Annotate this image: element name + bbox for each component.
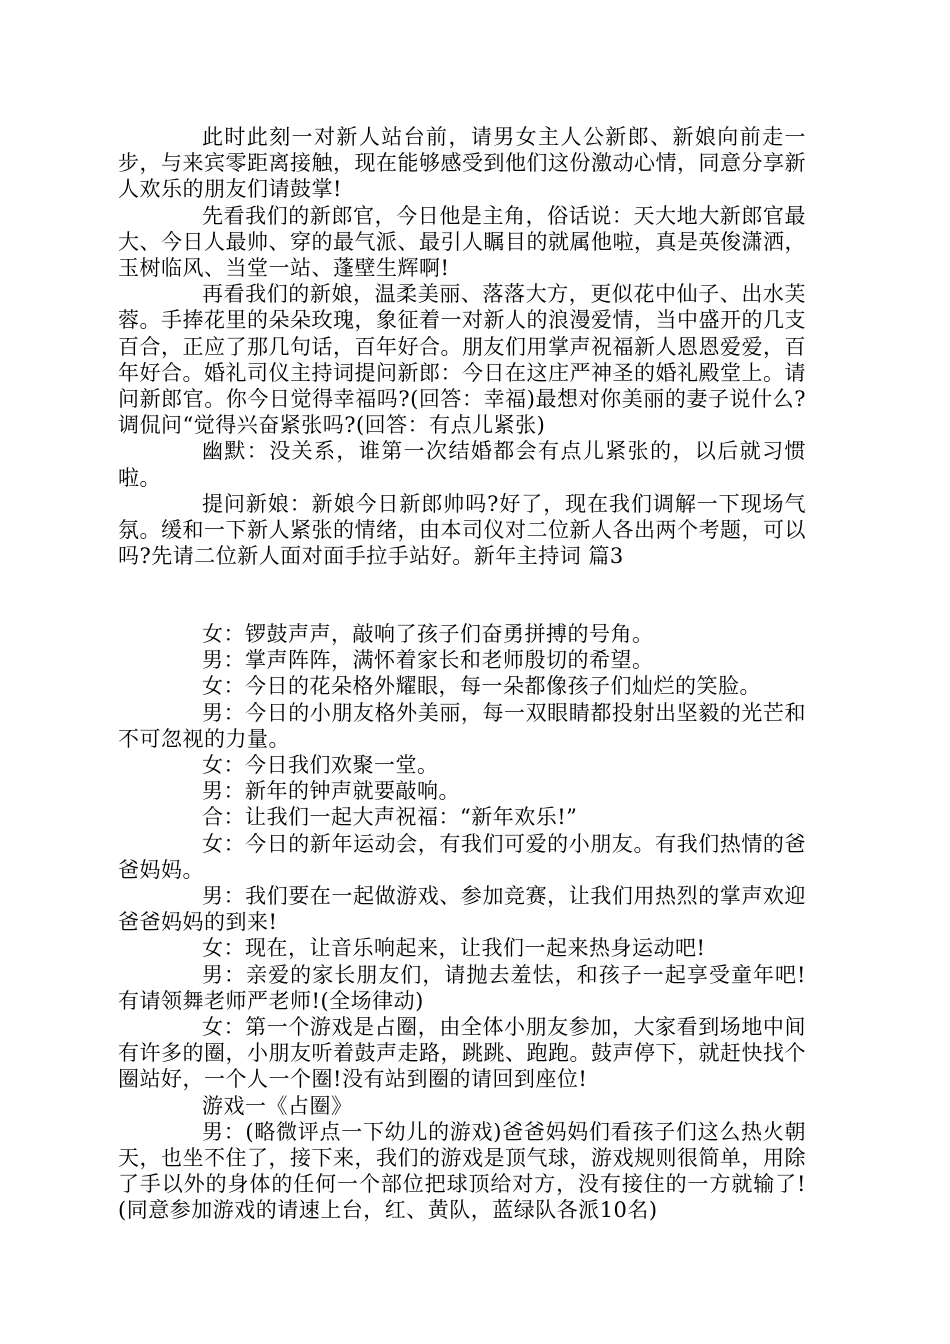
dialogue-line: 女：锣鼓声声，敲响了孩子们奋勇拼搏的号角。 — [202, 622, 654, 646]
dialogue-line: 女：今日的花朵格外耀眼，每一朵都像孩子们灿烂的笑脸。 — [202, 674, 761, 699]
paragraph: 幽默：没关系，谁第一次结婚都会有点儿紧张的，以后就习惯啦。 — [118, 439, 806, 490]
paragraph: 此时此刻一对新人站台前，请男女主人公新郎、新娘向前走一步，与来宾零距离接触，现在能够感受到他们这份激动心情，同意分享新人欢乐的朋友们请鼓掌! — [118, 125, 806, 202]
dialogue-line: 男：(略微评点一下幼儿的游戏)爸爸妈妈们看孩子们这么热火朝天，也坐不住了，接下来，我们的游戏是顶气球，游戏规则很简单，用除了手以外的身体的任何一个部位把球顶给对方，没有接住的一方就输了!(同意参加游戏的请速上台，红、黄队，蓝绿队各派10名) — [118, 1119, 806, 1223]
dialogue-line: 男：掌声阵阵，满怀着家长和老师殷切的希望。 — [202, 648, 654, 673]
dialogue-line: 男：新年的钟声就要敲响。 — [202, 779, 460, 804]
paragraph: 再看我们的新娘，温柔美丽、落落大方，更似花中仙子、出水芙蓉。手捧花里的朵朵玫瑰，象征着一对新人的浪漫爱情，当中盛开的几支百合，正应了那几句话，百年好合。朋友们用掌声祝福新人恩恩爱爱，百年好合。婚礼司仪主持词提问新郎：今日在这庄严神圣的婚礼殿堂上。请问新郎官。你今日觉得幸福吗?(回答：幸福)最想对你美丽的妻子说什么?调侃问“觉得兴奋紧张吗?(回答：有点儿紧张) — [118, 282, 806, 438]
dialogue-line: 男：亲爱的家长朋友们，请抛去羞怯，和孩子一起享受童年吧!有请领舞老师严老师!(全场律动) — [118, 962, 806, 1013]
dialogue-line: 女：现在，让音乐响起来，让我们一起来热身运动吧! — [202, 936, 706, 961]
paragraph: 提问新娘：新娘今日新郎帅吗?好了，现在我们调解一下现场气氛。缓和一下新人紧张的情绪，由本司仪对二位新人各出两个考题，可以吗?先请二位新人面对面手拉手站好。新年主持词 篇3 — [118, 491, 806, 569]
wedding-host-section — [118, 124, 806, 569]
paragraph: 先看我们的新郎官，今日他是主角，俗话说：天大地大新郎官最大、今日人最帅、穿的最气派、最引人瞩目的就属他啦，真是英俊潇洒，玉树临风、当堂一站、蓬壁生辉啊! — [118, 203, 806, 281]
dialogue-line: 男：今日的小朋友格外美丽，每一双眼睛都投射出坚毅的光芒和不可忽视的力量。 — [118, 700, 806, 751]
section-heading: 游戏一《占圈》 — [202, 1093, 353, 1118]
dialogue-line: 女：今日的新年运动会，有我们可爱的小朋友。有我们热情的爸爸妈妈。 — [118, 831, 806, 882]
dialogue-line: 合：让我们一起大声祝福：“新年欢乐!” — [202, 805, 578, 830]
new-year-host-section — [118, 621, 806, 1224]
dialogue-line: 男：我们要在一起做游戏、参加竞赛，让我们用热烈的掌声欢迎爸爸妈妈的到来! — [118, 884, 806, 935]
dialogue-line: 女：今日我们欢聚一堂。 — [202, 753, 439, 778]
dialogue-line: 女：第一个游戏是占圈，由全体小朋友参加，大家看到场地中间有许多的圈，小朋友听着鼓声走路，跳跳、跑跑。鼓声停下，就赶快找个圈站好，一个人一个圈!没有站到圈的请回到座位! — [118, 1015, 806, 1092]
